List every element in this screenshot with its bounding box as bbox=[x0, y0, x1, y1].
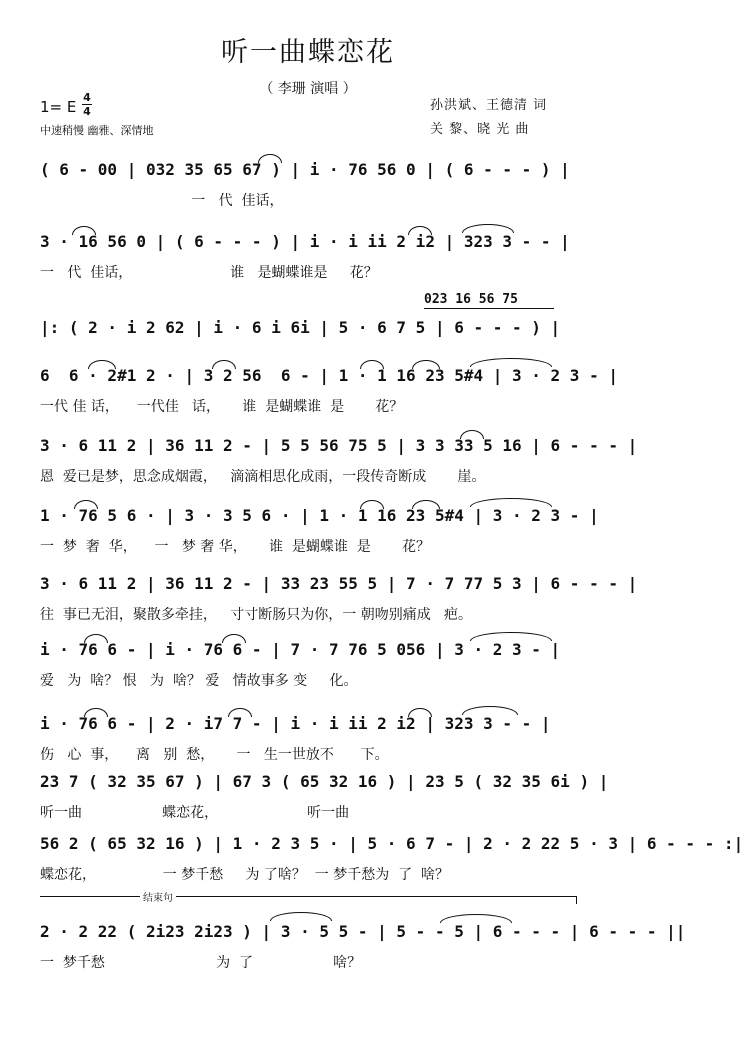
slur bbox=[470, 498, 552, 507]
notation-line: |: ( 2 · i 2 62 | i · 6 i 6i | 5 · 6 7 5 | 6 - - - ) | bbox=[40, 318, 561, 337]
slur bbox=[74, 500, 98, 509]
notation-line: 3 · 16 56 0 | ( 6 - - - ) | i · i ii 2 i2 | 323 3 - - | bbox=[40, 232, 570, 251]
slur bbox=[270, 912, 332, 921]
lyrics-line: 一 梦 奢 华， 一 梦 奢 华， 谁 是蝴蝶谁 是 花？ bbox=[40, 539, 430, 555]
coda-bracket-end bbox=[576, 896, 577, 904]
lyrics-line: 恩 爱已是梦，思念成烟霞， 滴滴相思化成雨，一段传奇断成 崖。 bbox=[40, 469, 486, 485]
slur bbox=[222, 634, 246, 643]
notation-line: 56 2 ( 65 32 16 ) | 1 · 2 3 5 · | 5 · 6 7 - | 2 · 2 22 5 · 3 | 6 - - - :| bbox=[40, 834, 743, 853]
slur bbox=[88, 360, 116, 369]
slur bbox=[84, 634, 108, 643]
meter-bottom: 4 bbox=[83, 105, 91, 118]
slur bbox=[412, 360, 440, 369]
slur bbox=[408, 226, 432, 235]
notation-line: 6 6 · 2#1 2 · | 3 2 56 6 - | 1 · 1 16 23 5#4 | 3 · 2 3 - | bbox=[40, 366, 618, 385]
time-signature bbox=[82, 92, 92, 117]
notation-line: 23 7 ( 32 35 67 ) | 67 3 ( 65 32 16 ) | 23 5 ( 32 35 6i ) | bbox=[40, 772, 609, 791]
upper-voice-notes: 023 16 56 75 bbox=[424, 292, 518, 307]
lyrics-line: 一代 佳 话， 一代佳 话， 谁 是蝴蝶谁 是 花？ bbox=[40, 399, 404, 415]
notation-line: i · 76 6 - | i · 76 6 - | 7 · 7 76 5 056 | 3 · 2 3 - | bbox=[40, 640, 561, 659]
notation-line: i · 76 6 - | 2 · i7 7 - | i · i ii 2 i2 | 323 3 - - | bbox=[40, 714, 551, 733]
slur bbox=[462, 706, 518, 715]
notation-line: 3 · 6 11 2 | 36 11 2 - | 5 5 56 75 5 | 3 3 33 5 16 | 6 - - - | bbox=[40, 436, 638, 455]
lyrics-line: 一 梦千愁 为 了 啥？ bbox=[40, 955, 362, 971]
notation-line: 1 · 76 5 6 · | 3 · 3 5 6 · | 1 · 1 16 23 5#4 | 3 · 2 3 - | bbox=[40, 506, 599, 525]
coda-label: 结束句 bbox=[140, 889, 176, 904]
slur bbox=[470, 358, 552, 367]
lyrics-line: 一 代 佳话， bbox=[40, 193, 284, 209]
coda-bracket-line bbox=[40, 896, 576, 897]
slur bbox=[412, 500, 440, 509]
key-signature: 1= E bbox=[40, 98, 77, 116]
notation-line: ( 6 - 00 | 032 35 65 67 ) | i · 76 56 0 | ( 6 - - - ) | bbox=[40, 160, 570, 179]
slur bbox=[212, 360, 236, 369]
slur bbox=[462, 224, 514, 233]
performer-credit: （ 李珊 演唱 ） bbox=[259, 81, 357, 97]
composer-credit: 关 黎、晓 光 曲 bbox=[430, 122, 530, 137]
meter-top: 4 bbox=[83, 91, 91, 104]
slur bbox=[84, 708, 108, 717]
slur bbox=[360, 500, 384, 509]
tempo-marking: 中速稍慢 幽雅、深情地 bbox=[40, 124, 154, 137]
slur bbox=[440, 914, 512, 923]
lyrics-line: 蝶恋花， 一 梦千愁 为 了啥？ 一 梦千愁为 了 啥？ bbox=[40, 867, 450, 883]
slur bbox=[460, 430, 484, 439]
slur bbox=[408, 708, 432, 717]
lyrics-line: 听一曲 蝶恋花， 听一曲 bbox=[40, 805, 350, 821]
lyrics-line: 爱 为 啥？ 恨 为 啥？ 爱 情故事多 变 化。 bbox=[40, 673, 358, 689]
slur bbox=[258, 154, 282, 163]
lyricist-credit: 孙洪斌、王德清 词 bbox=[430, 98, 548, 113]
notation-line: 3 · 6 11 2 | 36 11 2 - | 33 23 55 5 | 7 · 7 77 5 3 | 6 - - - | bbox=[40, 574, 638, 593]
lyrics-line: 一 代 佳话， 谁 是蝴蝶谁是 花？ bbox=[40, 265, 378, 281]
lyrics-line: 往 事已无泪，聚散多牵挂， 寸寸断肠只为你，一 朝吻别痛成 疤。 bbox=[40, 607, 473, 623]
slur bbox=[72, 226, 96, 235]
notation-line: 2 · 2 22 ( 2i23 2i23 ) | 3 · 5 5 - | 5 - - 5 | 6 - - - | 6 - - - || bbox=[40, 922, 686, 941]
slur bbox=[470, 632, 552, 641]
slur bbox=[360, 360, 384, 369]
song-title: 听一曲蝶恋花 bbox=[221, 37, 395, 68]
slur bbox=[228, 708, 252, 717]
upper-voice-line bbox=[424, 308, 554, 309]
lyrics-line: 伤 心 事， 离 别 愁， 一 生一世放不 下。 bbox=[40, 747, 389, 763]
